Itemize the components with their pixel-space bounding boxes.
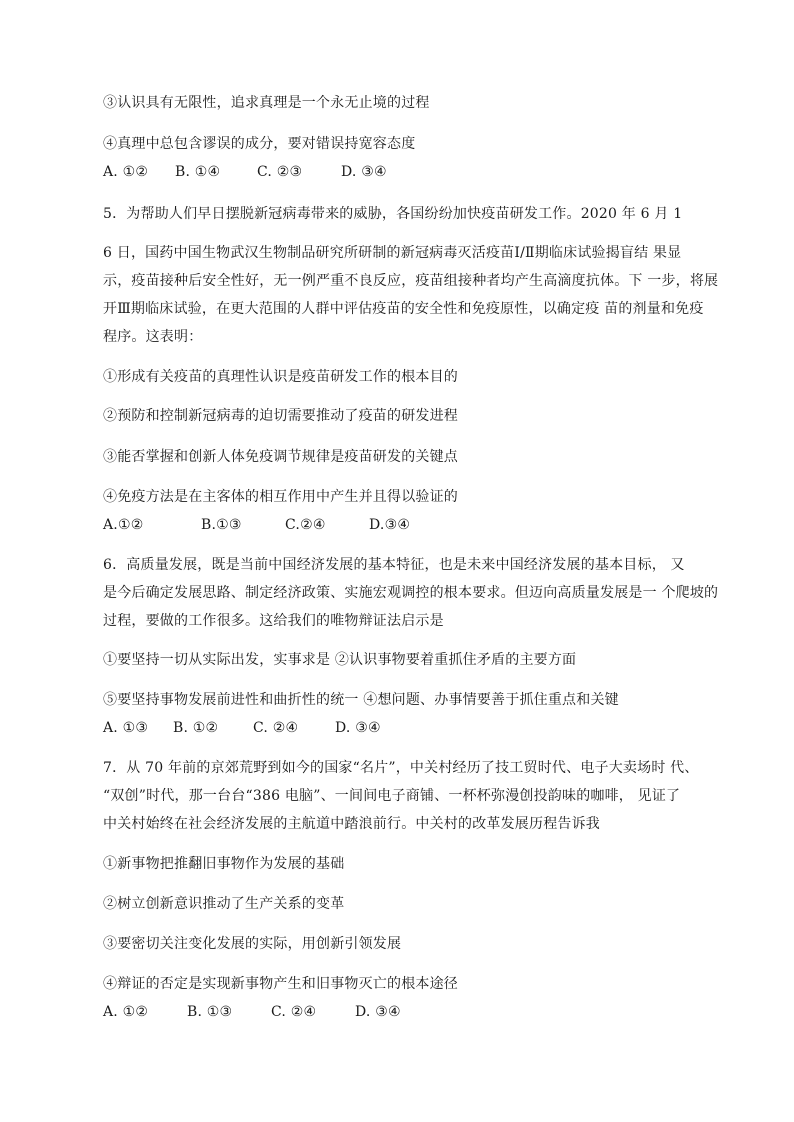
statement-2: ②预防和控制新冠病毒的迫切需要推动了疫苗的研发进程 <box>103 408 458 424</box>
question-5-stem: 5．为帮助人们早日摆脱新冠病毒带来的威胁，各国纷纷加快疫苗研发工作。2020 年 6 月 1 <box>103 206 683 222</box>
question-7-stem: 7．从 70 年前的京郊荒野到如今的国家“名片”，中关村经历了技工贸时代、电子大卖场时 代、 <box>103 760 699 776</box>
option-d: D. ③④ <box>341 164 387 180</box>
option-d: D. ③④ <box>355 1004 401 1020</box>
statement-3: ③要密切关注变化发展的实际，用创新引领发展 <box>103 936 402 952</box>
option-c: C. ②④ <box>271 1004 317 1020</box>
statement-1: ①新事物把推翻旧事物作为发展的基础 <box>103 856 345 872</box>
question-5-stem-cont: 6 日，国药中国生物武汉生物制品研究所研制的新冠病毒灭活疫苗Ⅰ/Ⅱ期临床试验揭盲结 果显 <box>103 245 682 261</box>
option-c: C. ②④ <box>253 720 299 736</box>
option-b: B. ①④ <box>175 164 221 180</box>
question-7-stem-cont: 中关村始终在社会经济发展的主航道中踏浪前行。中关村的改革发展历程告诉我 <box>103 816 600 832</box>
question-6-stem-cont: 过程，要做的工作很多。这给我们的唯物辩证法启示是 <box>103 613 444 629</box>
option-a: A.①② <box>103 517 144 533</box>
statement-3: ③能否掌握和创新人体免疫调节规律是疫苗研发的关键点 <box>103 449 458 465</box>
answer-options-q5 <box>103 516 410 534</box>
statement-2: ②树立创新意识推动了生产关系的变革 <box>103 896 345 912</box>
statement-4: ④真理中总包含谬误的成分，要对错误持宽容态度 <box>103 136 416 152</box>
question-7-stem-cont: “双创”时代，那一台台“386 电脑”、一间间电子商铺、一杯杯弥漫创投韵味的咖啡， 见证了 <box>103 788 681 804</box>
question-5-stem-cont: 开Ⅲ期临床试验，在更大范围的人群中评估疫苗的安全性和免疫原性，以确定疫 苗的剂量和免疫 <box>103 301 704 317</box>
question-5-stem-cont: 程序。这表明： <box>103 329 203 345</box>
option-d: D. ③④ <box>335 720 381 736</box>
statement-1: ①形成有关疫苗的真理性认识是疫苗研发工作的根本目的 <box>103 369 458 385</box>
answer-options-q6 <box>103 719 381 737</box>
question-6-stem-cont: 是今后确定发展思路、制定经济政策、实施宏观调控的根本要求。但迈向高质量发展是一 个爬坡的 <box>103 585 719 601</box>
question-5-stem-cont: 示，疫苗接种后安全性好，无一例严重不良反应，疫苗组接种者均产生高滴度抗体。下 一步，将展 <box>103 273 719 289</box>
option-b: B. ①② <box>173 720 219 736</box>
option-a: A. ①③ <box>103 720 149 736</box>
statement-1-2: ①要坚持一切从实际出发，实事求是 ②认识事物要着重抓住矛盾的主要方面 <box>103 652 577 668</box>
option-d: D.③④ <box>369 517 411 533</box>
option-a: A. ①② <box>103 1004 149 1020</box>
option-b: B.①③ <box>201 517 242 533</box>
option-c: C.②④ <box>285 517 326 533</box>
question-6-stem: 6．高质量发展，既是当前中国经济发展的基本特征，也是未来中国经济发展的基本目标， 又 <box>103 557 685 573</box>
option-c: C. ②③ <box>257 164 303 180</box>
option-b: B. ①③ <box>187 1004 233 1020</box>
answer-options-q4 <box>103 163 387 181</box>
option-a: A. ①② <box>103 164 149 180</box>
statement-4: ④免疫方法是在主客体的相互作用中产生并且得以验证的 <box>103 489 458 505</box>
statement-4: ④辩证的否定是实现新事物产生和旧事物灭亡的根本途径 <box>103 976 458 992</box>
statement-3-4: ⑤要坚持事物发展前进性和曲折性的统一 ④想问题、办事情要善于抓住重点和关键 <box>103 692 619 708</box>
statement-3: ③认识具有无限性，追求真理是一个永无止境的过程 <box>103 95 430 111</box>
answer-options-q7 <box>103 1003 401 1021</box>
